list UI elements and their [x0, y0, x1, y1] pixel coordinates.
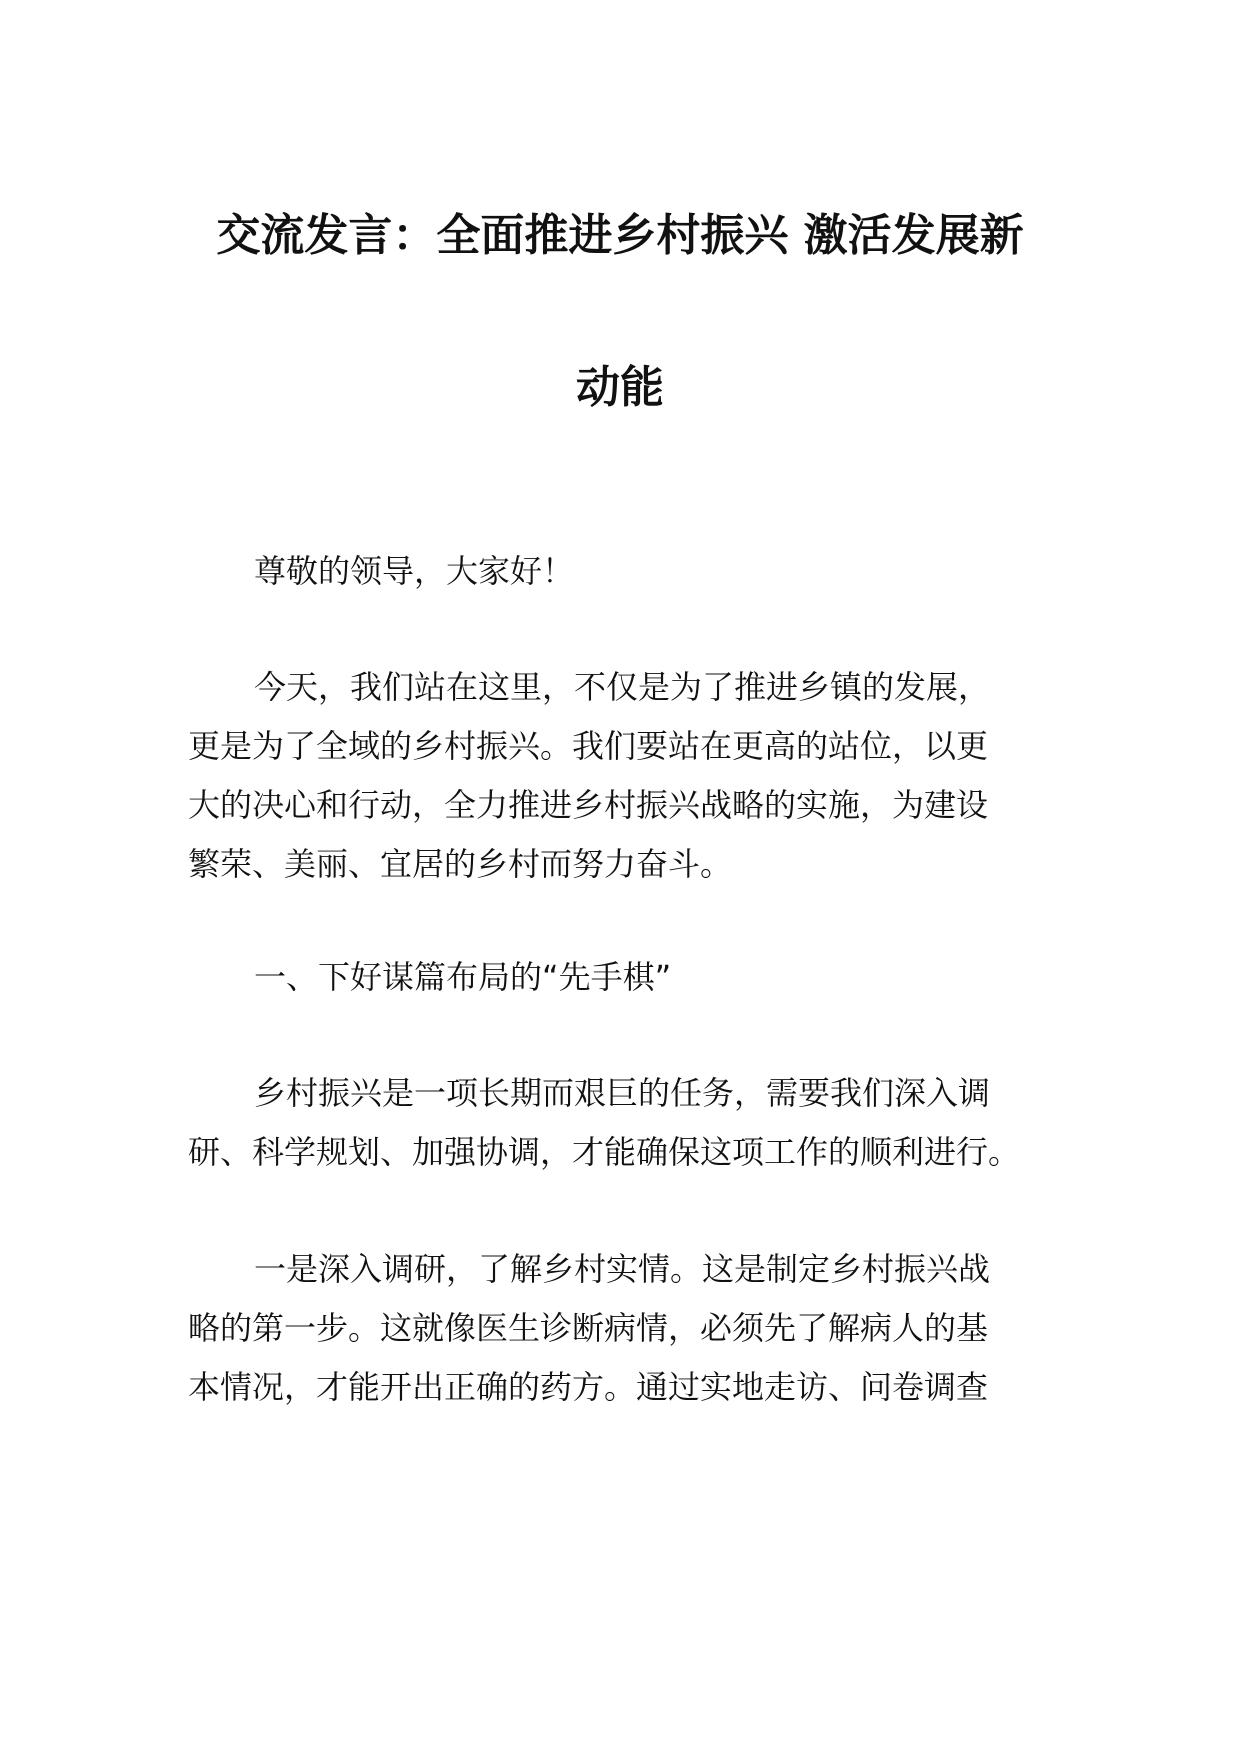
paragraph-3-line-3: 本情况，才能开出正确的药方。通过实地走访、问卷调查: [188, 1368, 989, 1406]
paragraph-3-line-2: 略的第一步。这就像医生诊断病情，必须先了解病人的基: [188, 1309, 989, 1347]
document-title-line-1: 交流发言：全面推进乡村振兴 激活发展新: [216, 210, 1024, 261]
paragraph-1-line-2: 更是为了全域的乡村振兴。我们要站在更高的站位，以更: [188, 727, 989, 765]
paragraph-3-line-1: 一是深入调研，了解乡村实情。这是制定乡村振兴战: [254, 1250, 991, 1288]
paragraph-2-line-2: 研、科学规划、加强协调，才能确保这项工作的顺利进行。: [188, 1133, 1021, 1171]
greeting: 尊敬的领导，大家好！: [254, 552, 575, 590]
paragraph-1-line-4: 繁荣、美丽、宜居的乡村而努力奋斗。: [188, 845, 733, 883]
paragraph-1-line-3: 大的决心和行动，全力推进乡村振兴战略的实施，为建设: [188, 786, 989, 824]
document-title-line-2: 动能: [576, 362, 664, 413]
paragraph-1-line-1: 今天，我们站在这里，不仅是为了推进乡镇的发展，: [254, 668, 991, 706]
section-1-heading: 一、下好谋篇布局的“先手棋”: [254, 958, 672, 996]
paragraph-2-line-1: 乡村振兴是一项长期而艰巨的任务，需要我们深入调: [254, 1074, 991, 1112]
